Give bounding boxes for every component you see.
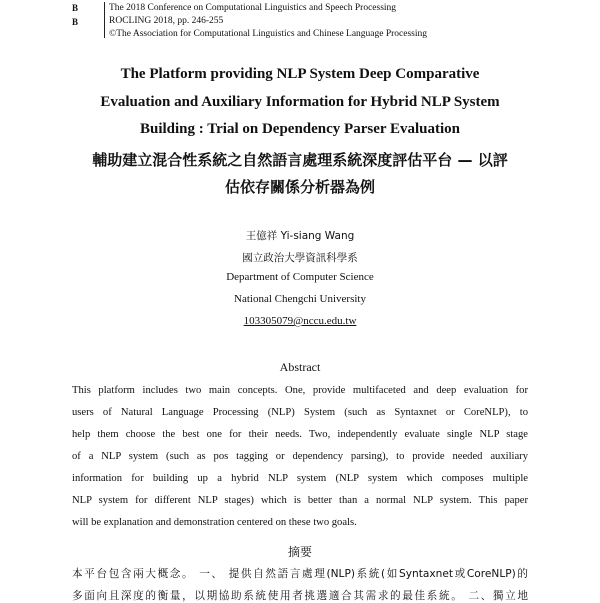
abstract-line: NLP system for different NLP stages) which is better than a normal NLP system. This paper [72,495,528,506]
title-zh-line-2: 估依存關係分析器為例 [224,178,375,196]
title-zh-line-1: 輔助建立混合性系統之自然語言處理系統深度評估平台 — 以評 [92,151,508,169]
abstract-line: of a NLP system (such as pos tagging or dependency parsing), to provide needed auxiliary [72,451,528,462]
header-mark-1: B [72,3,79,13]
university: National Chengchi University [234,293,366,305]
abstract-zh-line: 本平台包含兩大概念。 一、 提供自然語言處理(NLP)系統(如Syntaxnet或CoreNLP)的 [72,568,528,580]
author-name: 王億祥 Yi-siang Wang [245,230,355,242]
title-line-1: The Platform providing NLP System Deep Comparative [120,66,480,82]
affiliation-zh: 國立政治大學資訊科學系 [242,252,358,264]
header-mark-2: B [72,17,79,27]
title-line-3: Building : Trial on Dependency Parser Evaluation [139,121,461,137]
abstract-line: users of Natural Language Processing (NLP) System (such as Syntaxnet or CoreNLP), to [72,407,528,418]
abstract-line: help them choose the best one for their needs. Two, independently evaluate single NLP stage [72,429,528,440]
copyright-line: ©The Association for Computational Linguistics and Chinese Language Processing [109,29,428,39]
abstract-zh-heading: 摘要 [287,545,312,559]
abstract-heading: Abstract [279,360,321,374]
abstract-line: will be explanation and demonstration centered on these two goals. [72,517,357,528]
department: Department of Computer Science [226,271,374,283]
abstract-line: information for building up a hybrid NLP system (NLP system which composes multiple [72,473,528,484]
header-divider [104,2,105,38]
abstract-line: This platform includes two main concepts. One, provide multifaceted and deep evaluation for [72,385,528,396]
abstract-zh-line: 多面向且深度的衡量，以期協助系統使用者挑選適合其需求的最佳系統。 二、獨立地 [72,590,528,602]
conference-line: The 2018 Conference on Computational Linguistics and Speech Processing [109,3,397,13]
email-wrapper [0,315,600,327]
proceedings-line: ROCLING 2018, pp. 246-255 [109,16,224,26]
email-link[interactable]: 103305079@nccu.edu.tw [243,315,357,327]
title-line-2: Evaluation and Auxiliary Information for Hybrid NLP System [100,94,500,110]
